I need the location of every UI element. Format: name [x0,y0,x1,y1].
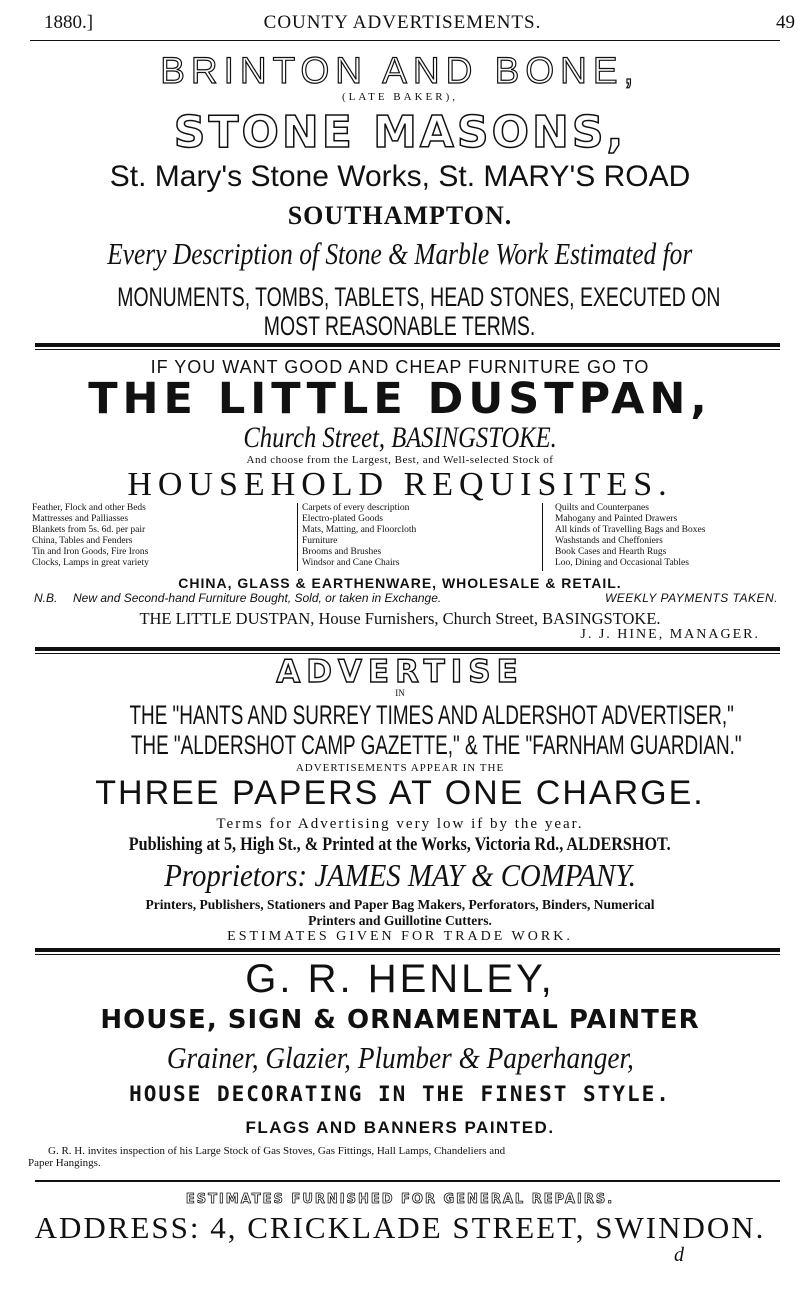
requisites-column-2 [297,503,547,571]
southampton-town: SOUTHAMPTON. [287,201,513,230]
general-repairs-line: ESTIMATES FURNISHED FOR GENERAL REPAIRS. [185,1192,615,1207]
list-item: Mats, Matting, and Floorcloth [302,525,417,536]
china-glass-line: CHINA, GLASS & EARTHENWARE, WHOLESALE & RETAIL. [178,575,622,591]
section-divider [35,1180,780,1182]
brinton-late-baker: (LATE BAKER), [342,91,458,103]
advertisements-appear: ADVERTISEMENTS APPEAR IN THE [295,762,505,774]
trade-work-estimates: ESTIMATES GIVEN FOR TRADE WORK. [227,929,573,944]
household-requisites-heading: HOUSEHOLD REQUISITES. [127,466,673,503]
list-item: China, Tables and Fenders [32,536,133,547]
flags-banners-line: FLAGS AND BANNERS PAINTED. [245,1118,555,1137]
invites-line-2: Paper Hangings. [28,1157,101,1169]
manager-line [0,627,800,643]
choose-from-stock: And choose from the Largest, Best, and Well-selected Stock of [246,454,554,466]
section-divider [35,343,780,350]
list-item: Windsor and Cane Chairs [302,558,400,569]
header-rule [30,40,780,41]
ornamental-painter: HOUSE, SIGN & ORNAMENTAL PAINTER [100,1005,700,1035]
list-item: Loo, Dining and Occasional Tables [555,558,689,569]
section-divider [35,647,780,654]
list-item: Book Cases and Hearth Rugs [555,547,667,558]
stone-works-address: St. Mary's Stone Works, St. MARY'S ROAD [109,160,691,193]
nb-label: N.B. [34,591,58,605]
printers-line-1: Printers, Publishers, Stationers and Paper Bag Makers, Perforators, Binders, Numerical [145,897,655,912]
reasonable-terms-line: MOST REASONABLE TERMS. [264,311,536,341]
requisites-column-3 [542,503,793,571]
list-item: Furniture [302,536,338,547]
list-item: Mattresses and Palliasses [32,514,129,525]
list-item: Carpets of every description [302,503,410,513]
henley-name: G. R. HENLEY, [245,957,555,1001]
manager-name: J. J. HINE, MANAGER. [580,627,760,642]
advertise-in: IN [395,688,405,698]
furniture-intro: IF YOU WANT GOOD AND CHEAP FURNITURE GO TO [150,357,650,377]
publishing-address: Publishing at 5, High St., & Printed at the Works, Victoria Rd., ALDERSHOT. [129,834,671,855]
furnishers-line: THE LITTLE DUSTPAN, House Furnishers, Church Street, BASINGSTOKE. [139,609,661,628]
weekly-payments: WEEKLY PAYMENTS TAKEN. [604,591,778,605]
list-item: Electro-plated Goods [302,514,383,525]
advertise-heading: ADVERTISE [276,654,524,690]
list-item: All kinds of Travelling Bags and Boxes [555,525,706,536]
invites-inspection [0,1145,800,1175]
grainer-glazier-line: Grainer, Glazier, Plumber & Paperhanger, [166,1040,634,1075]
list-item: Washstands and Cheffoniers [555,536,663,547]
church-street-basingstoke: Church Street, BASINGSTOKE. [243,421,557,454]
little-dustpan-name: THE LITTLE DUSTPAN, [88,374,712,424]
header-title: COUNTY ADVERTISEMENTS. [263,12,542,33]
printers-line-2: Printers and Guillotine Cutters. [308,913,492,928]
list-item: Clocks, Lamps in great variety [32,558,149,569]
cricklade-address: ADDRESS: 4, CRICKLADE STREET, SWINDON. [34,1210,766,1245]
nb-line [0,591,800,609]
section-divider [35,948,780,955]
requisites-list [32,503,780,571]
brinton-bone-name: BRINTON AND BONE, [160,50,640,91]
list-item: Mahogany and Painted Drawers [555,514,678,525]
signature-mark: d [674,1244,684,1266]
list-item: Quilts and Counterpanes [555,503,649,513]
requisites-column-1 [32,503,272,571]
list-item: Tin and Iron Goods, Fire Irons [32,547,149,558]
header-page-number: 49 [776,12,795,33]
house-decorating-line: HOUSE DECORATING IN THE FINEST STYLE. [129,1082,671,1106]
stone-work-description: Every Description of Stone & Marble Work Estimated for [107,236,693,271]
list-item: Feather, Flock and other Beds [32,503,146,513]
aldershot-camp-gazette: THE "ALDERSHOT CAMP GAZETTE," & THE "FARNHAM GUARDIAN." [130,730,742,760]
header-year: 1880.] [44,12,94,33]
page-header [30,12,795,40]
three-papers-line: THREE PAPERS AT ONE CHARGE. [95,774,705,812]
list-item: Blankets from 5s. 6d. per pair [32,525,146,536]
stone-masons-heading: STONE MASONS, [173,107,627,158]
invites-line-1: G. R. H. invites inspection of his Large Stock of Gas Stoves, Gas Fittings, Hall Lamps, Chandeliers and [48,1145,506,1157]
list-item: Brooms and Brushes [302,547,382,558]
hants-surrey-times: THE "HANTS AND SURREY TIMES AND ALDERSHOT ADVERTISER," [129,700,734,730]
proprietors-line: Proprietors: JAMES MAY & COMPANY. [164,857,636,893]
exchange-note: New and Second-hand Furniture Bought, Sold, or taken in Exchange. [73,591,442,605]
advertising-terms: Terms for Advertising very low if by the year. [216,816,584,832]
monuments-line: MONUMENTS, TOMBS, TABLETS, HEAD STONES, EXECUTED ON [117,282,721,312]
